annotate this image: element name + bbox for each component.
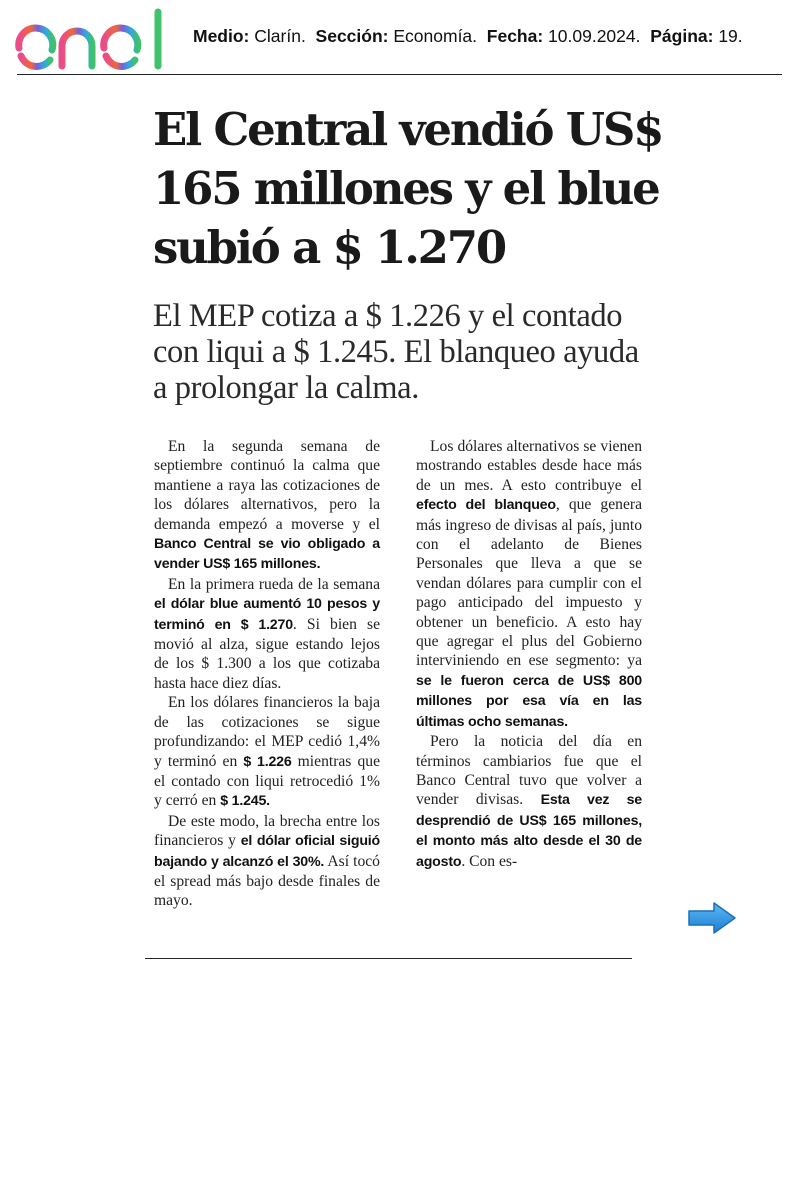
enel-logo-icon [14, 6, 180, 72]
paragraph [154, 812, 380, 911]
paragraph [416, 437, 642, 732]
right-arrow-icon[interactable] [686, 900, 738, 936]
press-clipping-metadata [193, 26, 743, 47]
seccion-label: Sección: [315, 26, 389, 46]
body-text: . Con es- [461, 852, 518, 870]
article-headline: El Central vendió US$ 165 millones y el blue subió a $ 1.270 [153, 103, 663, 274]
fecha-value: 10.09.2024. [548, 26, 641, 46]
highlight-text: efecto del blanqueo [416, 497, 556, 514]
paragraph [154, 693, 380, 811]
body-text: Así tocó el spread más bajo desde finales de mayo. [154, 852, 380, 910]
body-text: , que genera más ingreso de divisas al país, junto con el adelanto de Bienes Personales que lleva a que se vendan dólares para cumplir con el pago anticipado del impuesto y obtener un beneficio. A esto hay que agregar el plus del Gobierno interviniendo en ese segmento: ya [416, 496, 642, 670]
paragraph [154, 575, 380, 693]
body-text: Pero la noticia del día en términos cambiarios fue que el Banco Central tuvo que volver a vender divisas. [416, 733, 642, 809]
body-text: De este modo, la brecha entre los financieros y [154, 812, 380, 850]
highlight-text: $ 1.245. [220, 793, 270, 810]
fecha-label: Fecha: [486, 26, 544, 46]
highlight-text: $ 1.226 [243, 753, 292, 770]
body-text: En la primera rueda de la semana [168, 575, 380, 593]
enel-logo [14, 6, 180, 72]
header-divider [17, 74, 782, 75]
highlight-text: Esta vez se desprendió de US$ 165 millones, el monto más alto desde el 30 de agosto [416, 792, 642, 870]
body-text: En los dólares financieros la baja de las cotizaciones se sigue profundizando: el MEP cedió 1,4% y terminó en [154, 694, 380, 770]
article-column-left [154, 437, 380, 911]
body-text: Los dólares alternativos se vienen mostrando estables desde hace más de un mes. A esto contribuye el [416, 438, 642, 494]
article-column-right [416, 437, 642, 872]
article-subheadline: El MEP cotiza a $ 1.226 y el contado con liqui a $ 1.245. El blanqueo ayuda a prolongar la calma. [153, 298, 639, 406]
highlight-text: el dólar oficial siguió bajando y alcanzó el 30%. [154, 833, 380, 870]
paragraph [416, 732, 642, 872]
pagina-value: 19. [718, 26, 743, 46]
pagina-label: Página: [650, 26, 714, 46]
next-page-button[interactable] [686, 900, 738, 936]
body-text: . Si bien se movió al alza, sigue estando lejos de los $ 1.300 a los que cotizaba hasta hace diez días. [154, 615, 381, 692]
medio-value: Clarín. [254, 26, 306, 46]
medio-label: Medio: [193, 26, 250, 46]
highlight-text: Banco Central se vio obligado a vender US$ 165 millones. [154, 536, 380, 573]
body-text: En la segunda semana de septiembre continuó la calma que mantiene a raya las cotizaciones de los dólares alternativos, pero la demanda empezó a moverse y el [154, 438, 380, 533]
highlight-text: el dólar blue aumentó 10 pesos y terminó en $ 1.270 [154, 596, 380, 633]
paragraph [154, 437, 380, 575]
seccion-value: Economía. [393, 26, 478, 46]
body-text: mientras que el contado con liqui retrocedió 1% y cerró en [154, 752, 381, 810]
article-bottom-divider [145, 958, 632, 959]
highlight-text: se le fueron cerca de US$ 800 millones por esa vía en las últimas ocho semanas. [416, 672, 642, 730]
